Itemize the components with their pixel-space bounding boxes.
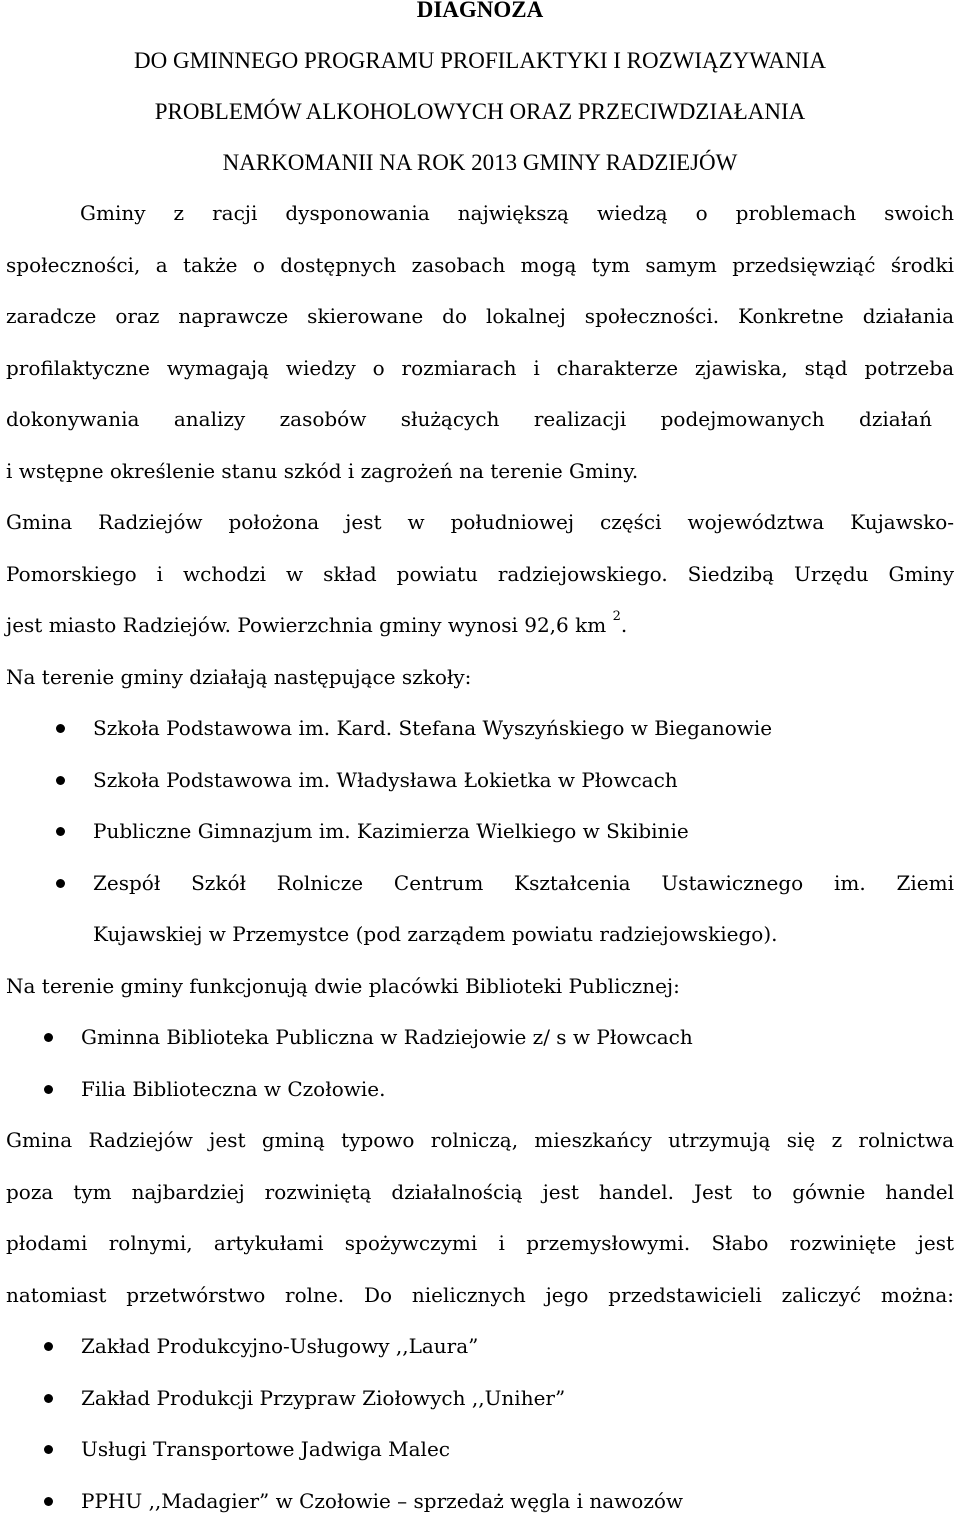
libraries-intro-text: Na terenie gminy funkcjonują dwie placówki Biblioteki Publicznej: [6, 961, 954, 1013]
school-4-line-1: Zespół Szkół Rolnicze Centrum Kształcenia Ustawicznego im. Ziemi [93, 858, 954, 910]
intro-line-4: profilaktyczne wymagają wiedzy o rozmiarach i charakterze zjawiska, stąd potrzeba [6, 343, 954, 395]
economy-line-2: poza tym najbardziej rozwiniętą działalnością jest handel. Jest to gównie handel [6, 1167, 954, 1219]
location-line-3 [6, 600, 954, 652]
heading-line-1: DIAGNOZA [0, 0, 960, 35]
list-item [6, 755, 954, 807]
schools-intro-text: Na terenie gminy działają następujące szkoły: [6, 652, 954, 704]
libraries-intro [6, 961, 954, 1013]
intro-line-1: Gminy z racji dysponowania największą wiedzą o problemach swoich [6, 188, 954, 240]
location-paragraph [6, 497, 954, 652]
list-item [6, 858, 954, 961]
heading-line-3: PROBLEMÓW ALKOHOLOWYCH ORAZ PRZECIWDZIAŁANIA [0, 86, 960, 137]
company-3: Usługi Transportowe Jadwiga Malec [81, 1424, 954, 1476]
economy-line-3: płodami rolnymi, artykułami spożywczymi i przemysłowymi. Słabo rozwinięte jest [6, 1218, 954, 1270]
list-item [6, 1476, 954, 1527]
intro-paragraph [6, 188, 954, 497]
library-1: Gminna Biblioteka Publiczna w Radziejowie z/ s w Płowcach [81, 1012, 954, 1064]
list-item [6, 1321, 954, 1373]
list-item [6, 1424, 954, 1476]
economy-line-4: natomiast przetwórstwo rolne. Do nielicznych jego przedstawicieli zaliczyć można: [6, 1270, 954, 1322]
companies-list [6, 1321, 954, 1527]
school-1: Szkoła Podstawowa im. Kard. Stefana Wyszyńskiego w Bieganowie [93, 703, 954, 755]
list-item [6, 1064, 954, 1116]
intro-line-6: i wstępne określenie stanu szkód i zagrożeń na terenie Gminy. [6, 446, 954, 498]
list-item [6, 1373, 954, 1425]
list-item [6, 806, 954, 858]
schools-intro [6, 652, 954, 704]
document-heading [0, 0, 960, 188]
heading-line-2: DO GMINNEGO PROGRAMU PROFILAKTYKI I ROZWIĄZYWANIA [0, 35, 960, 86]
list-item [6, 1012, 954, 1064]
libraries-list [6, 1012, 954, 1115]
schools-list [6, 703, 954, 961]
school-3: Publiczne Gimnazjum im. Kazimierza Wielkiego w Skibinie [93, 806, 954, 858]
location-line-1: Gmina Radziejów położona jest w południowej części województwa Kujawsko- [6, 497, 954, 549]
location-line-3-text: jest miasto Radziejów. Powierzchnia gminy wynosi 92,6 km [6, 613, 613, 637]
heading-line-4: NARKOMANII NA ROK 2013 GMINY RADZIEJÓW [0, 137, 960, 188]
intro-line-5: dokonywania analizy zasobów służących realizacji podejmowanych działań [6, 394, 954, 446]
library-2: Filia Biblioteczna w Czołowie. [81, 1064, 954, 1116]
economy-line-1: Gmina Radziejów jest gminą typowo rolniczą, mieszkańcy utrzymują się z rolnictwa [6, 1115, 954, 1167]
location-line-3-end: . [621, 613, 627, 637]
company-2: Zakład Produkcji Przypraw Ziołowych ,,Uniher” [81, 1373, 954, 1425]
area-exponent: 2 [613, 609, 621, 624]
location-line-2: Pomorskiego i wchodzi w skład powiatu radziejowskiego. Siedzibą Urzędu Gminy [6, 549, 954, 601]
company-4: PPHU ,,Madagier” w Czołowie – sprzedaż węgla i nawozów [81, 1476, 954, 1527]
intro-line-2: społeczności, a także o dostępnych zasobach mogą tym samym przedsięwziąć środki [6, 240, 954, 292]
document-body [0, 188, 960, 1527]
intro-line-3: zaradcze oraz naprawcze skierowane do lokalnej społeczności. Konkretne działania [6, 291, 954, 343]
list-item [6, 703, 954, 755]
company-1: Zakład Produkcyjno-Usługowy ,,Laura” [81, 1321, 954, 1373]
school-2: Szkoła Podstawowa im. Władysława Łokietka w Płowcach [93, 755, 954, 807]
economy-paragraph [6, 1115, 954, 1321]
school-4-line-2: Kujawskiej w Przemystce (pod zarządem powiatu radziejowskiego). [93, 909, 954, 961]
